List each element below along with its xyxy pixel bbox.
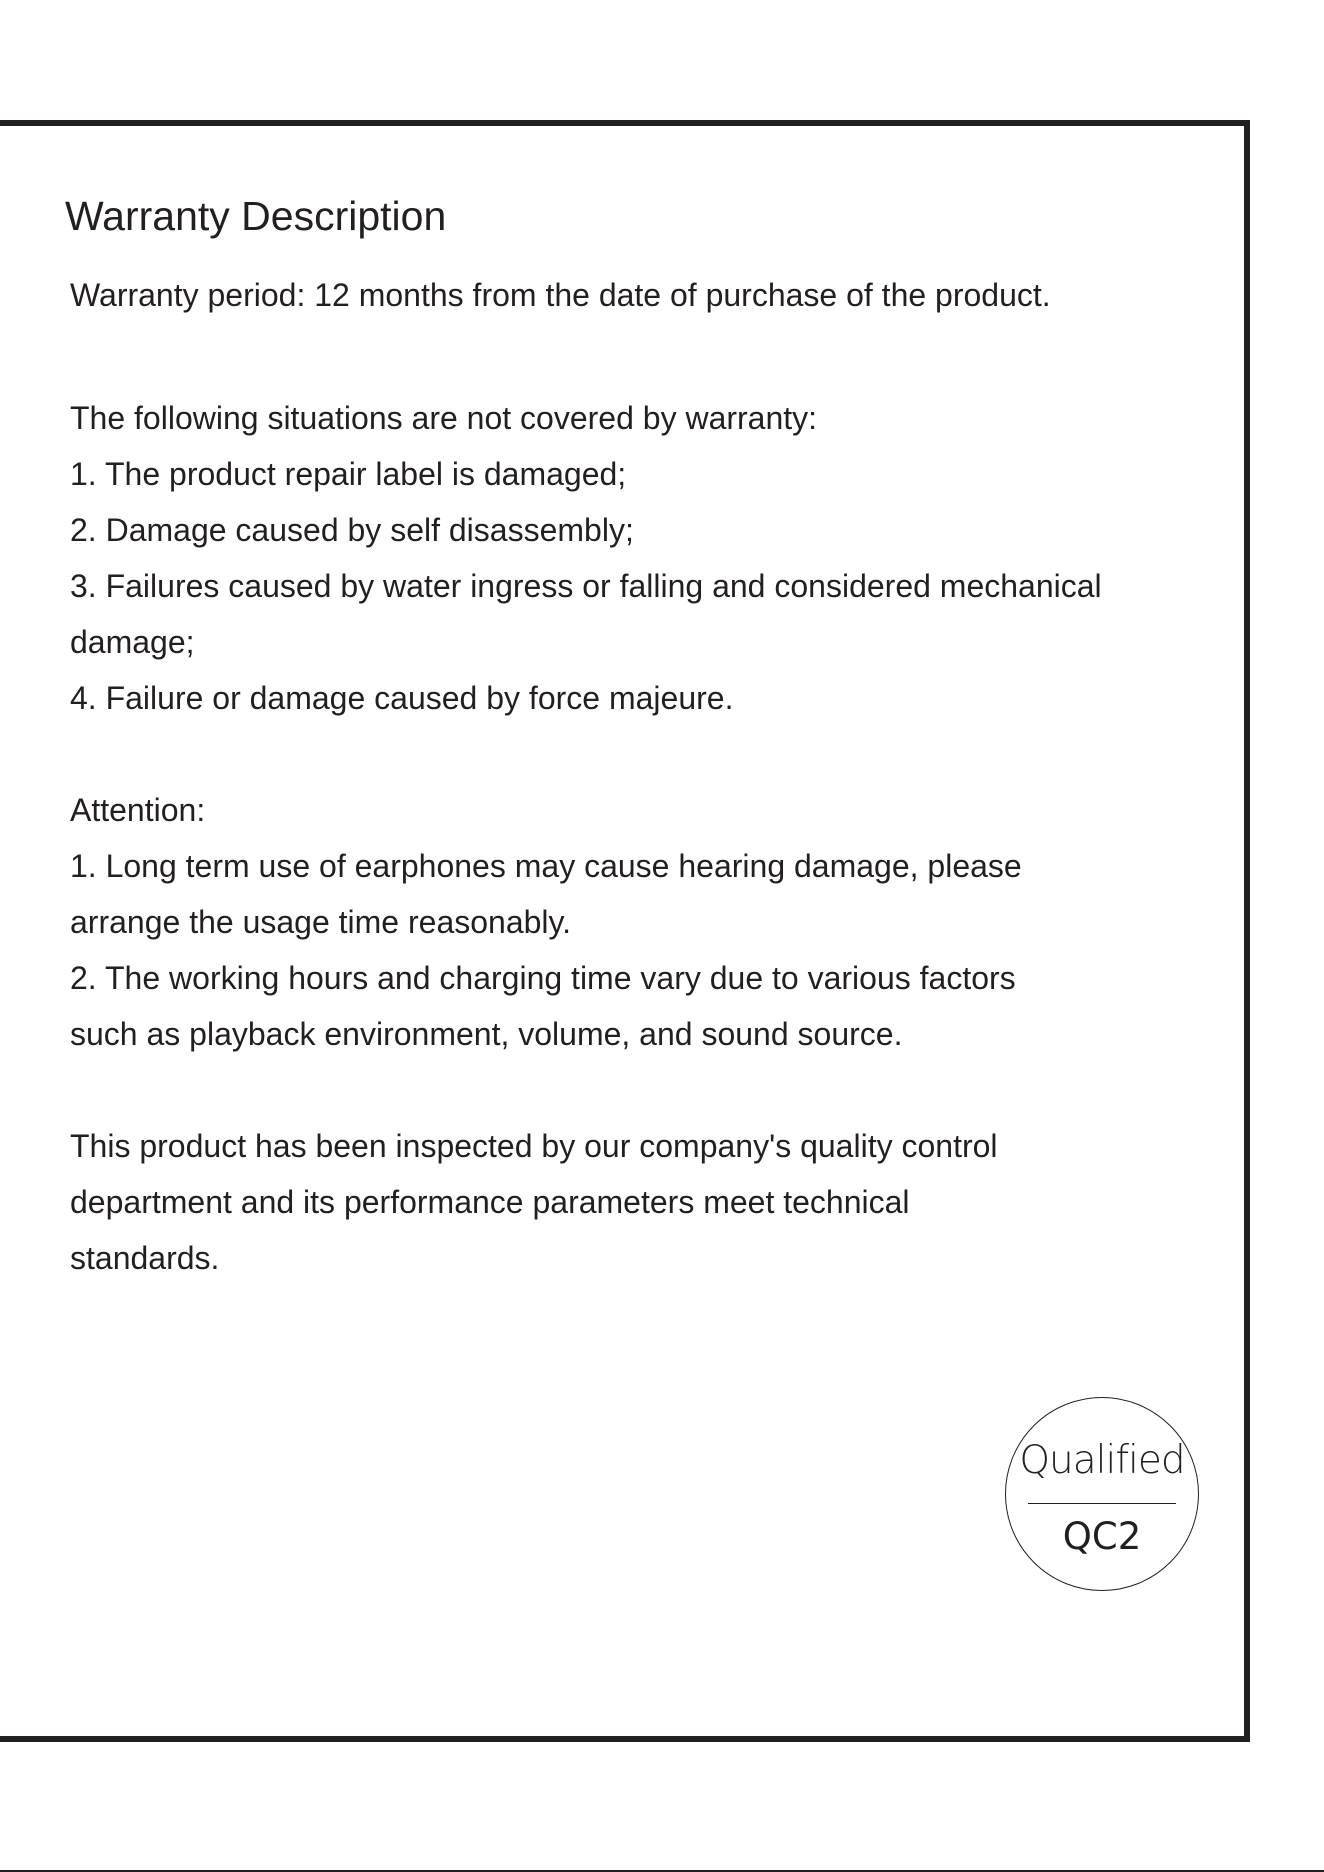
attention-item-2-line-2: such as playback environment, volume, and sound source.: [70, 1016, 903, 1052]
exclusion-item-1: 1. The product repair label is damaged;: [70, 456, 627, 492]
inspection-line-3: standards.: [70, 1240, 220, 1276]
inspection-line-1: This product has been inspected by our company's quality control: [70, 1128, 998, 1164]
seal-qc-code: QC2: [1062, 1515, 1142, 1558]
qc-seal-stamp: [1005, 1397, 1199, 1591]
exclusions-heading: The following situations are not covered by warranty:: [70, 400, 818, 436]
exclusion-item-4: 4. Failure or damage caused by force majeure.: [70, 680, 734, 716]
inspection-line-2: department and its performance parameters meet technical: [70, 1184, 910, 1220]
attention-item-1-line-1: 1. Long term use of earphones may cause hearing damage, please: [70, 848, 1022, 884]
exclusion-item-3-line-2: damage;: [70, 624, 195, 660]
exclusion-item-2: 2. Damage caused by self disassembly;: [70, 512, 634, 548]
seal-divider: [1028, 1503, 1176, 1504]
warranty-period-text: Warranty period: 12 months from the date of purchase of the product.: [70, 277, 1051, 313]
exclusion-item-3-line-1: 3. Failures caused by water ingress or falling and considered mechanical: [70, 568, 1102, 604]
attention-heading: Attention:: [70, 792, 206, 828]
attention-item-1-line-2: arrange the usage time reasonably.: [70, 904, 572, 940]
seal-qualified-text: Qualified: [1019, 1438, 1185, 1483]
page-title: Warranty Description: [65, 193, 447, 239]
attention-item-2-line-1: 2. The working hours and charging time vary due to various factors: [70, 960, 1016, 996]
